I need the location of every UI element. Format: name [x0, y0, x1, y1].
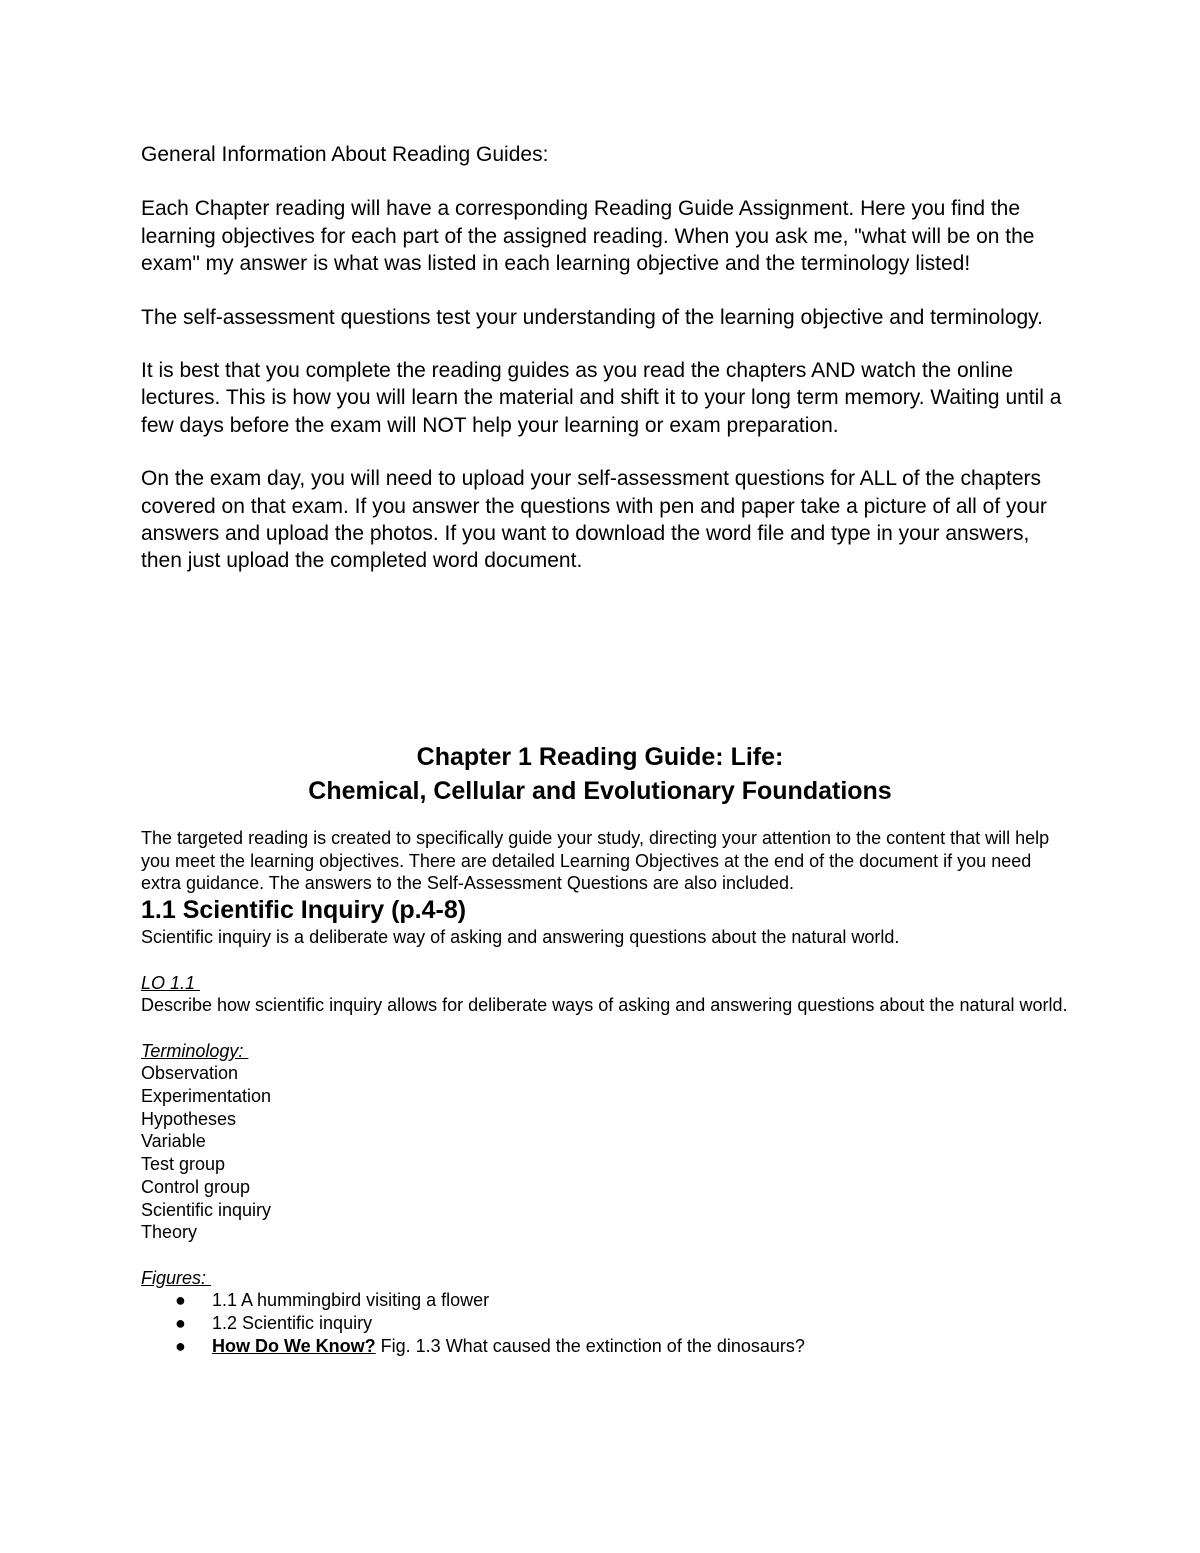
section-heading: 1.1 Scientific Inquiry (p.4-8): [141, 896, 467, 925]
term-item: Experimentation: [141, 1086, 272, 1106]
section-intro: Scientific inquiry is a deliberate way of asking and answering questions about the natural world.: [141, 927, 900, 948]
term-item: Scientific inquiry: [141, 1199, 272, 1220]
targeted-reading-text: The targeted reading is created to specifically guide your study, directing your attention to the content that will help you meet the learning objectives. There are detailed Learning Objectives at the end of the document if you need extra guidance. The answers to the Self-Assessment Questions are also included.: [141, 828, 1050, 894]
general-info-section: [141, 141, 1071, 601]
term-item: Theory: [141, 1222, 198, 1243]
figure-text: 1.1 A hummingbird visiting a flower: [212, 1290, 490, 1311]
how-do-we-know-label: How Do We Know?: [212, 1335, 376, 1356]
chapter-title-line2: Chemical, Cellular and Evolutionary Foundations: [308, 777, 892, 805]
bullet-icon: ●: [175, 1313, 186, 1334]
terminology-list: [141, 1062, 1071, 1244]
general-info-paragraph: Each Chapter reading will have a corresponding Reading Guide Assignment. Here you find the learning objectives for each part of the assigned reading. When you ask me, "what will be on the exam" my answer is what was listed in each learning objective and the terminology listed!: [141, 197, 1035, 276]
terminology-label: Terminology:: [141, 1040, 249, 1061]
term-item: Variable: [141, 1131, 206, 1152]
general-info-title: General Information About Reading Guides:: [141, 143, 549, 166]
figure-text: 1.2 Scientific inquiry: [212, 1313, 373, 1334]
general-info-paragraph: The self-assessment questions test your understanding of the learning objective and terminology.: [141, 305, 1043, 329]
bullet-icon: ●: [175, 1335, 186, 1356]
figure-item: [141, 1289, 1071, 1312]
figures-list: [141, 1289, 1071, 1357]
bullet-icon: ●: [175, 1290, 186, 1311]
chapter-title-line1: Chapter 1 Reading Guide: Life:: [416, 743, 784, 771]
figure-text: Fig. 1.3 What caused the extinction of the dinosaurs?: [375, 1335, 805, 1356]
term-item: Control group: [141, 1176, 251, 1197]
lo-label: LO 1.1: [141, 972, 201, 993]
chapter-title: [0, 740, 1200, 808]
spacer: [141, 949, 1071, 972]
term-item: Test group: [141, 1154, 226, 1175]
spacer: [141, 1244, 1071, 1267]
general-info-paragraph: On the exam day, you will need to upload your self-assessment questions for ALL of the chapters covered on that exam. If you answer the questions with pen and paper take a picture of all of your answers and upload the photos. If you want to download the word file and type in your answers, then just upload the completed word document.: [141, 467, 1047, 573]
chapter-content: [141, 827, 1071, 1357]
figure-item: [141, 1312, 1071, 1335]
term-item: Observation: [141, 1063, 239, 1084]
figure-item: [141, 1335, 1071, 1358]
spacer: [141, 1017, 1071, 1040]
term-item: Hypotheses: [141, 1108, 237, 1129]
general-info-paragraph: It is best that you complete the reading guides as you read the chapters AND watch the online lectures. This is how you will learn the material and shift it to your long term memory. Waiting until a few days before the exam will NOT help your learning or exam preparation.: [141, 359, 1062, 437]
lo-text: Describe how scientific inquiry allows for deliberate ways of asking and answering questions about the natural world.: [141, 995, 1068, 1016]
figures-label: Figures:: [141, 1267, 212, 1288]
